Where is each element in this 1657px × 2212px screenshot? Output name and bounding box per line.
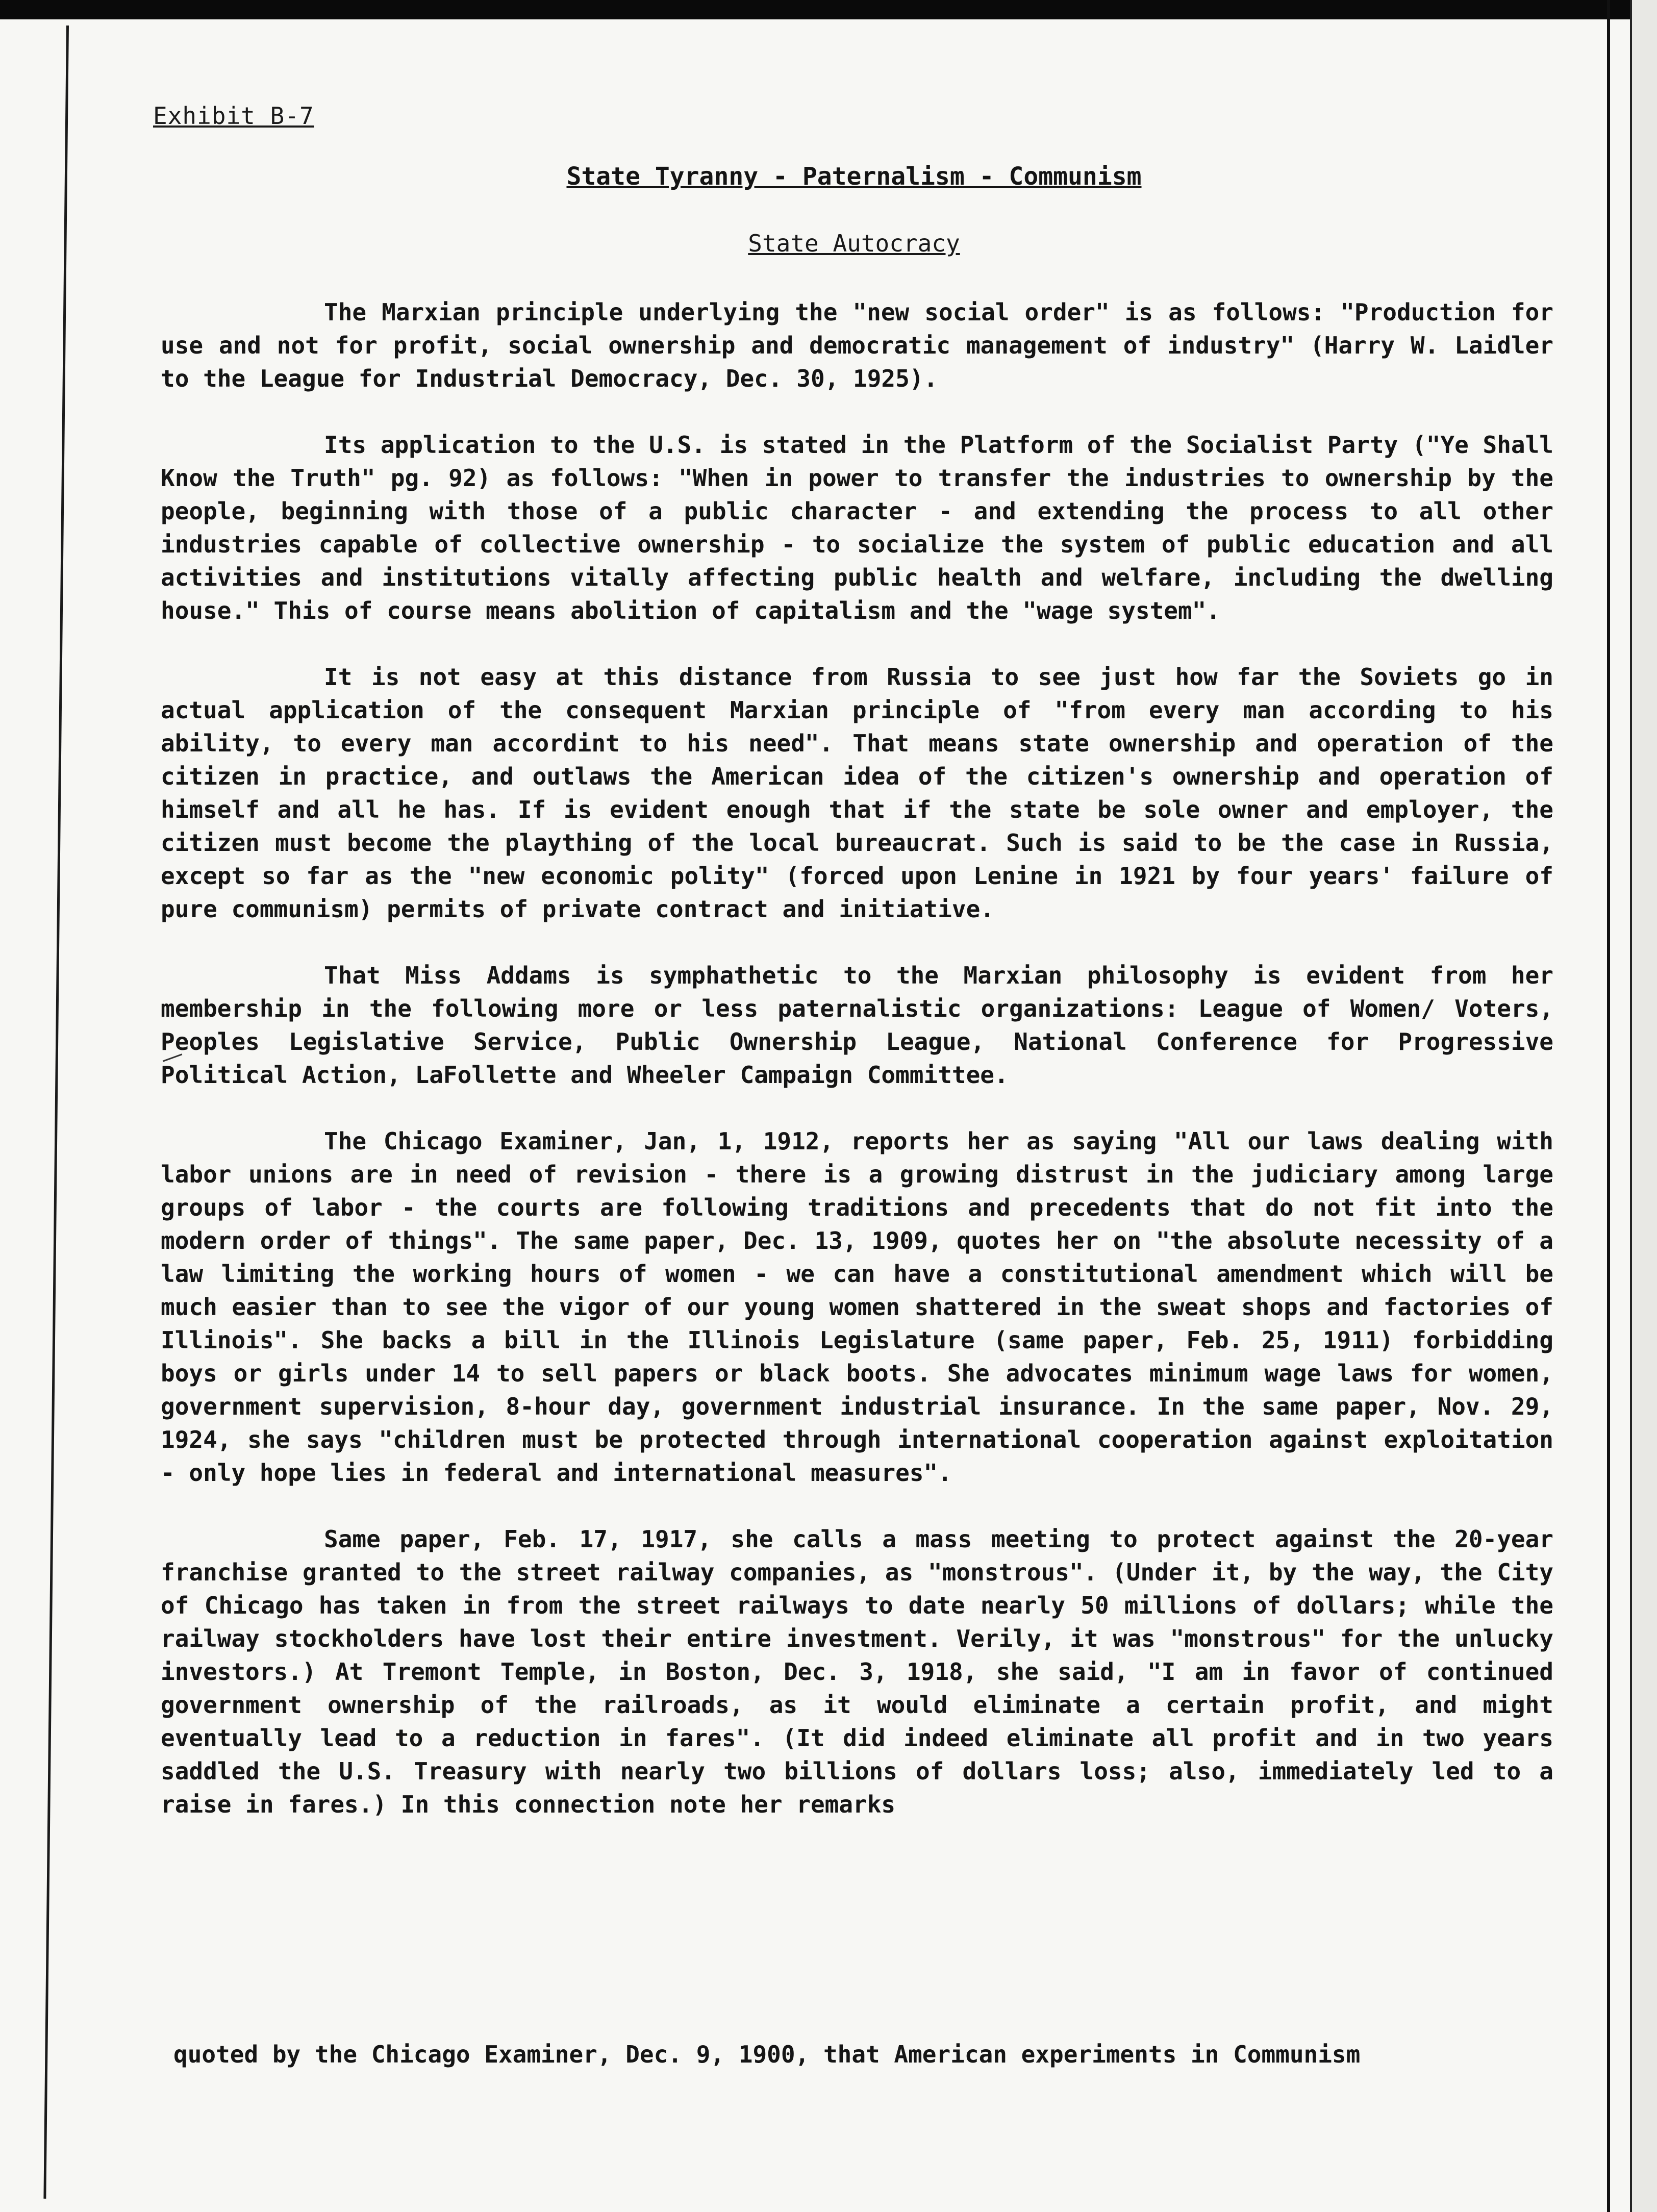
scan-right-edge (1607, 0, 1610, 2212)
page-title: State Tyranny - Paternalism - Communism (566, 162, 1142, 191)
scan-right-margin (1632, 0, 1657, 2212)
paragraph-railways: Same paper, Feb. 17, 1917, she calls a mass meeting to protect against the 20-year franchise granted to the street railway companies, as "monstrous". (Under it, by the way, the City of Chicago has taken in from the street railways to date nearly 50 millions of dollars; while the railway stockholders have lost their entire investment. Verily, it was "monstrous" for the unlucky investors.) At Tremont Temple, in Boston, Dec. 3, 1918, she said, "I am in favor of continued government ownership of the railroads, as it would eliminate a certain profit, and might eventually lead to a reduction in fares". (It did indeed eliminate all profit and in two years saddled the U.S. Treasury with nearly two billions of dollars loss; also, immediately led to a raise in fares.) In this connection note her remarks (161, 1525, 1553, 1818)
section-heading: State Autocracy (748, 230, 960, 257)
paragraph-marxian-principle: The Marxian principle underlying the "new social order" is as follows: "Production for use and not for profit, social ownership and democratic management of industry" (Harry W. Laidler to the League for Industrial Democracy, Dec. 30, 1925). (161, 298, 1553, 392)
paragraph-chicago-examiner: The Chicago Examiner, Jan, 1, 1912, reports her as saying "All our laws dealing with labor unions are in need of revision - there is a growing distrust in the judiciary among large groups of labor - the courts are following traditions and precedents that do not fit into the modern order of things". The same paper, Dec. 13, 1909, quotes her on "the absolute necessity of a law limiting the working hours of women - we can have a constitutional amendment which will be much easier than to see the vigor of our young women shattered in the sweat shops and factories of Illinois". She backs a bill in the Illinois Legislature (same paper, Feb. 25, 1911) forbidding boys or girls under 14 to sell papers or black boots. She advocates minimum wage laws for women, government supervision, 8-hour day, government industrial insurance. In the same paper, Nov. 29, 1924, she says "children must be protected through international cooperation against exploitation - only hope lies in federal and international measures". (161, 1127, 1553, 1487)
scan-top-border (0, 0, 1657, 19)
paragraph-soviets: It is not easy at this distance from Russia to see just how far the Soviets go in actual application of the consequent Marxian principle of "from every man according to his ability, to every man accordint to his need". That means state ownership and operation of the citizen in practice, and outlaws the American idea of the citizen's ownership and operation of himself and all he has. If is evident enough that if the state be sole owner and employer, the citizen must become the plaything of the local bureaucrat. Such is said to be the case in Russia, except so far as the "new economic polity" (forced upon Lenine in 1921 by four years' failure of pure communism) permits of private contract and initiative. (161, 663, 1553, 923)
page-tail-line: quoted by the Chicago Examiner, Dec. 9, 1900, that American experiments in Communism (173, 2041, 1361, 2068)
scan-left-edge (43, 26, 69, 2199)
exhibit-label: Exhibit B-7 (153, 102, 314, 130)
body-text (161, 296, 1553, 1821)
paragraph-memberships: That Miss Addams is symphathetic to the Marxian philosophy is evident from her membership in the following more or less paternalistic organizations: League of Women/ Voters, Peoples Legislative Service, Public Ownership League, National Conference for Progressive Political Action, LaFollette and Wheeler Campaign Committee. (161, 962, 1553, 1089)
paragraph-socialist-platform: Its application to the U.S. is stated in the Platform of the Socialist Party ("Ye Shall Know the Truth" pg. 92) as follows: "When in power to transfer the industries to ownership by the people, beginning with those of a public character - and extending the process to all other industries capable of collective ownership - to socialize the system of public education and all activities and institutions vitally affecting public health and welfare, including the dwelling house." This of course means abolition of capitalism and the "wage system". (161, 431, 1553, 624)
